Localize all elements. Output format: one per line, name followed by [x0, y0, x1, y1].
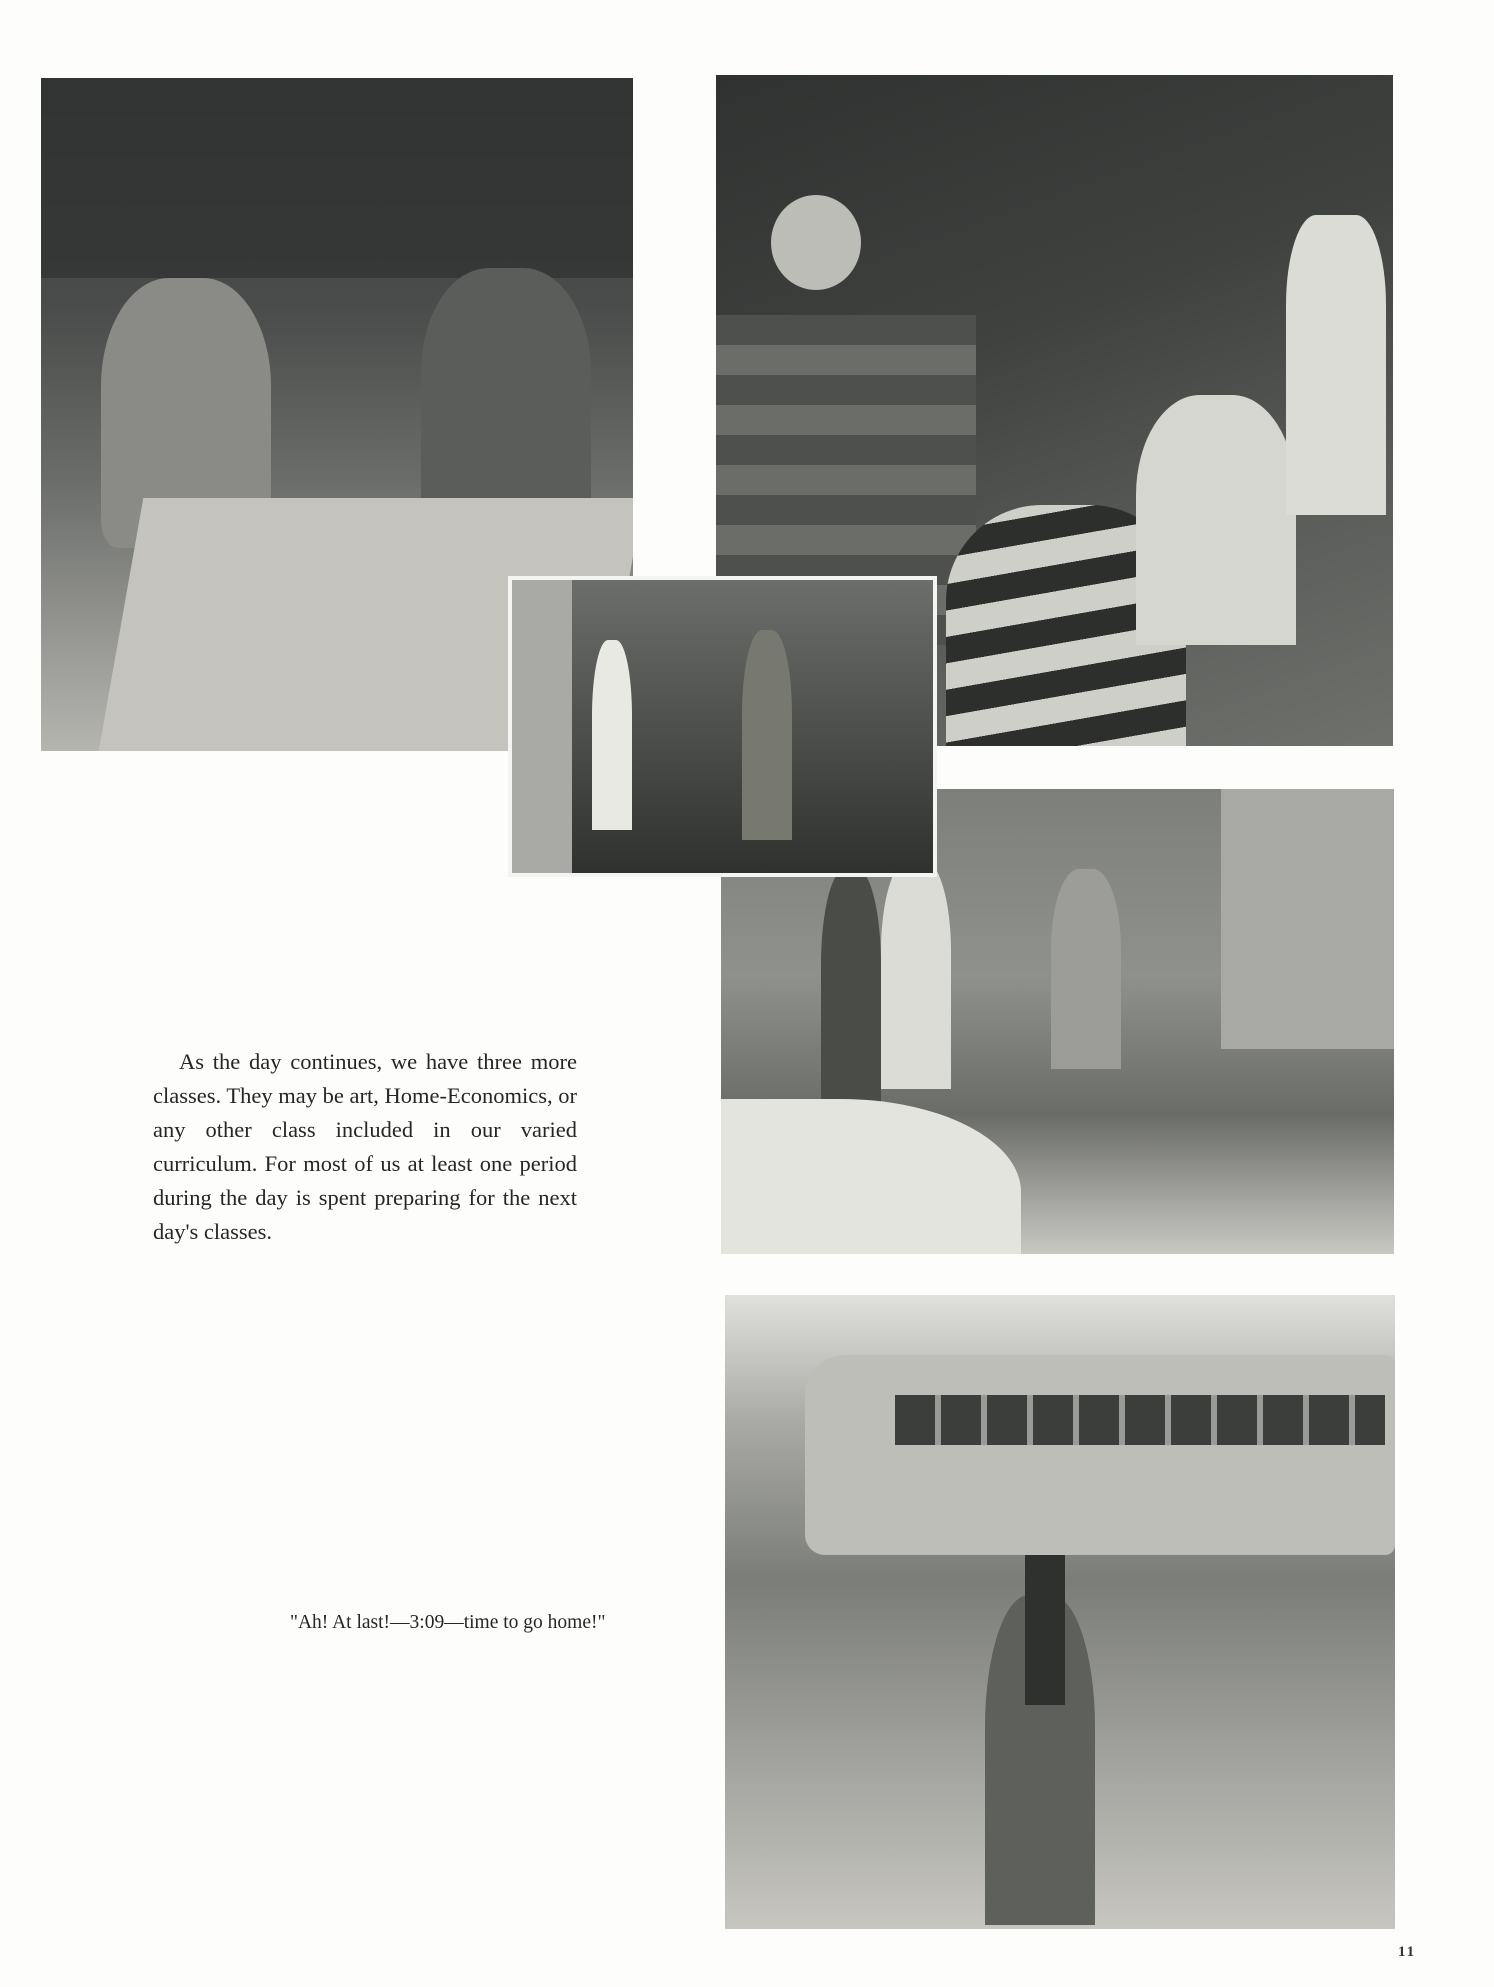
- body-paragraph: As the day continues, we have three more classes. They may be art, Home-Economics, or any other class included in our varied curriculum. For most of us at least one period during the day is spent preparing for the next day's classes.: [153, 1048, 577, 1244]
- photo-caption: "Ah! At last!—3:09—time to go home!": [290, 1612, 606, 1633]
- page-number: 11: [1398, 1944, 1417, 1960]
- hallway-photo: [508, 576, 937, 877]
- school-bus-photo: [725, 1295, 1395, 1929]
